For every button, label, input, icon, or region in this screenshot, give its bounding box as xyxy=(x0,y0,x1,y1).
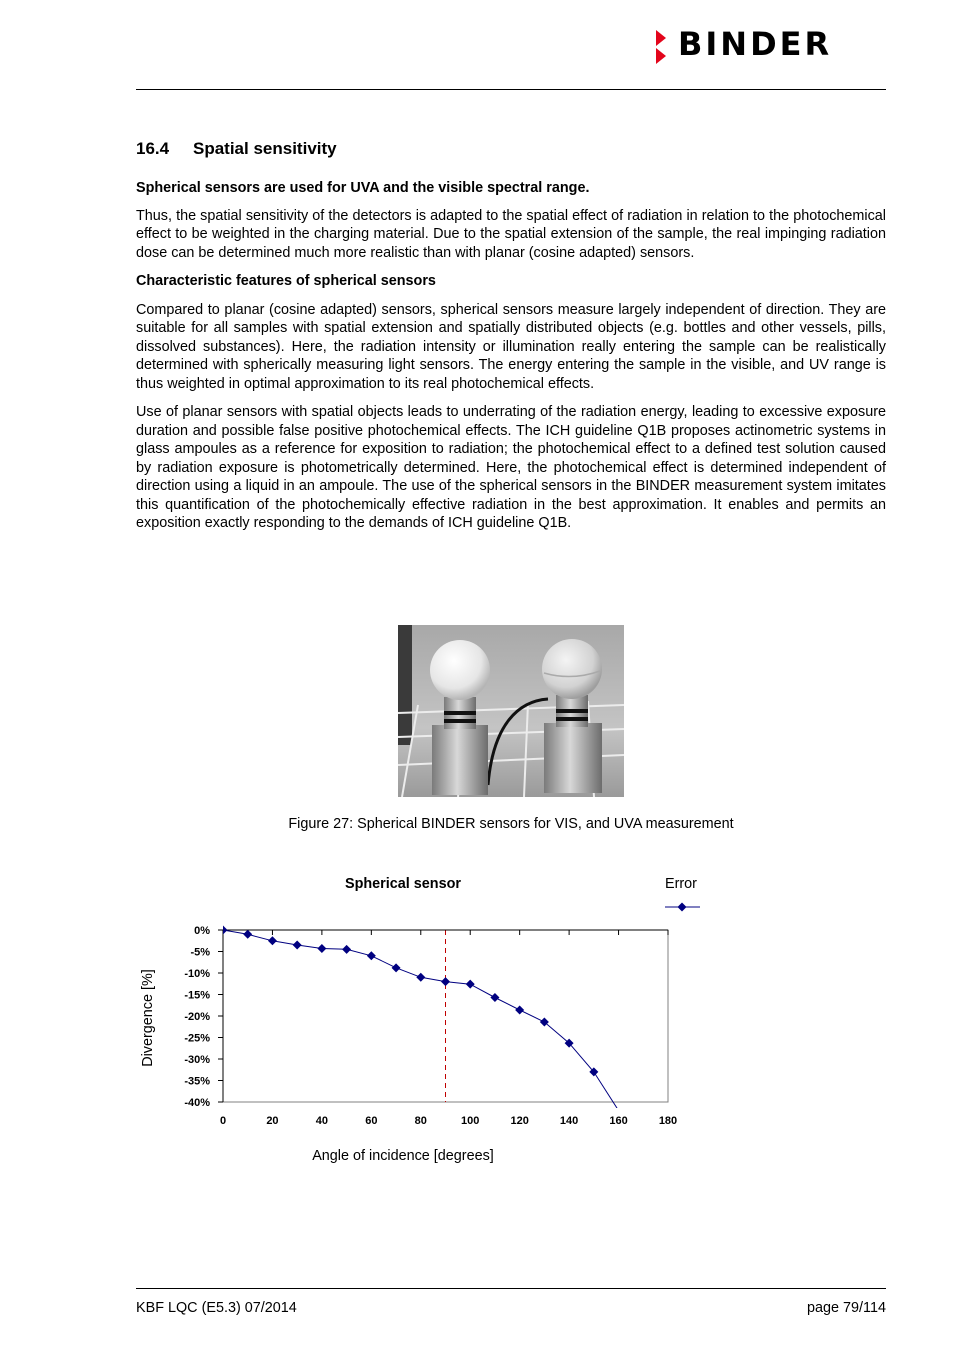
paragraph-spatial-sensitivity: Thus, the spatial sensitivity of the detectors is adapted to the spatial effect of radiation in relation to the photochemical effect to be weighted in the charging material. Due to the spatial extension of the sample, the real impinging radiation dose can be determined much more realistic than with planar (cosine adapted) sensors. xyxy=(136,207,886,261)
y-tick-label: -30% xyxy=(184,1054,210,1066)
y-tick-label: -25% xyxy=(184,1032,210,1045)
section-number: 16.4 xyxy=(136,139,170,158)
paragraph-planar-sensors: Use of planar sensors with spatial objects leads to underrating of the radiation energy, leading to excessive exposure duration and possible false positive photochemical effects. The ICH guideline Q1B proposes actinometric systems in glass ampoules as a reference for exposition to radiation; the photochemical effect to a defined test solution caused by radiation exposure is photometrically determined. Here, the photochemical effect is determined independent of direction using a liquid in an ampoule. The use of the spherical sensors in the BINDER measurement system imitates this quantification of the photochemically effective radiation in the best approximation. It enables and permits an exposition exactly responding to the demands of ICH guideline Q1B. xyxy=(136,404,886,531)
y-tick-label: 0% xyxy=(194,925,210,937)
y-axis-label: Divergence [%] xyxy=(140,969,156,1067)
y-tick-label: -40% xyxy=(184,1097,210,1109)
spatial-sensitivity-chart xyxy=(130,860,730,1180)
legend-swatch xyxy=(665,903,700,912)
paragraph-spherical-features: Compared to planar (cosine adapted) sensors, spherical sensors measure largely independent of direction. They are suitable for all samples with spatial extension and spatially distributed objects (e.g. bottles and other vessels, pills, dissolved substances). Here, the radiation intensity or illumination really entering the sample can be realistically determined with spherically measuring light sensors. The energy entering the sample in the visible, and UV range is thus weighted in optimal approximation to its real photochemical effects. xyxy=(136,301,886,392)
section-title: Spatial sensitivity xyxy=(193,139,337,158)
intro-statement: Spherical sensors are used for UVA and the visible spectral range. xyxy=(136,180,590,196)
footer-page-number: page 79/114 xyxy=(807,1300,886,1316)
sensor-photo xyxy=(398,625,624,797)
logo-chevron-icon xyxy=(654,30,674,66)
subheading-characteristics: Characteristic features of spherical sensors xyxy=(136,273,436,289)
x-axis-label: Angle of incidence [degrees] xyxy=(312,1148,494,1164)
y-tick-label: -10% xyxy=(184,968,210,980)
x-tick-label: 180 xyxy=(658,1115,678,1127)
x-tick-label: 0 xyxy=(219,1115,227,1127)
x-tick-label: 140 xyxy=(559,1115,579,1127)
chart-title: Spherical sensor xyxy=(345,876,461,892)
x-tick-label: 20 xyxy=(266,1115,279,1127)
binder-logo xyxy=(654,25,888,66)
legend-label: Error xyxy=(665,876,697,892)
y-tick-label: -5% xyxy=(190,946,210,959)
main-content xyxy=(136,136,886,533)
header-rule xyxy=(136,89,886,90)
footer-document-id: KBF LQC (E5.3) 07/2014 xyxy=(136,1300,297,1316)
x-tick-label: 100 xyxy=(461,1115,480,1127)
sensor-photo-illustration xyxy=(398,625,624,797)
figure-caption: Figure 27: Spherical BINDER sensors for VIS, and UVA measurement xyxy=(288,816,734,832)
x-tick-label: 120 xyxy=(510,1115,529,1127)
y-tick-label: -20% xyxy=(184,1011,210,1023)
logo-text: BINDER xyxy=(678,25,833,63)
x-tick-label: 40 xyxy=(315,1115,329,1127)
x-tick-label: 60 xyxy=(365,1115,378,1127)
footer-rule xyxy=(136,1288,886,1289)
y-tick-label: -35% xyxy=(184,1075,210,1088)
y-tick-label: -15% xyxy=(184,989,210,1002)
section-heading xyxy=(136,136,886,162)
legend-marker xyxy=(678,903,687,912)
x-tick-label: 80 xyxy=(414,1115,427,1127)
x-tick-label: 160 xyxy=(609,1115,628,1127)
